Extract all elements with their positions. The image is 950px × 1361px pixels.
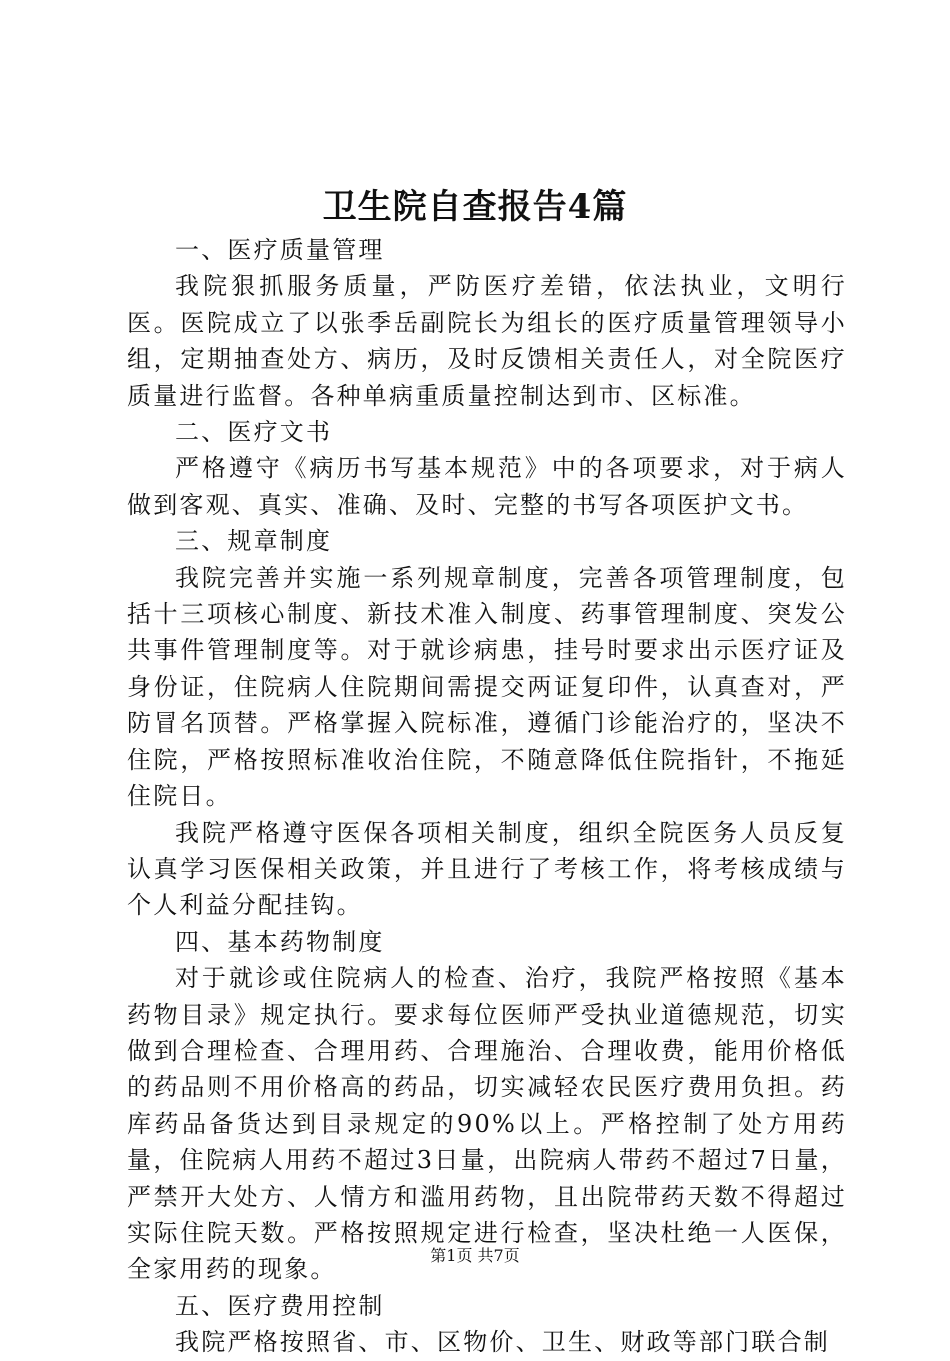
section-heading: 四、基本药物制度: [175, 927, 385, 956]
body-paragraph: 严格遵守《病历书写基本规范》中的各项要求，对于病人做到客观、真实、准确、及时、完整的书写各项医护文书。: [127, 454, 847, 519]
section-heading: 三、规章制度: [175, 527, 333, 556]
document-body: [127, 232, 847, 1361]
body-paragraph: 我院严格遵守医保各项相关制度，组织全院医务人员反复认真学习医保相关政策，并且进行了考核工作，将考核成绩与个人利益分配挂钩。: [127, 818, 847, 920]
body-paragraph: 对于就诊或住院病人的检查、治疗，我院严格按照《基本药物目录》规定执行。要求每位医师严受执业道德规范，切实做到合理检查、合理用药、合理施治、合理收费，能用价格低的药品则不用价格高的药品，切实减轻农民医疗费用负担。药库药品备货达到目录规定的90%以上。严格控制了处方用药量，住院病人用药不超过3日量，出院病人带药不超过7日量，严禁开大处方、人情方和滥用药物，且出院带药天数不得超过实际住院天数。严格按照规定进行检查，坚决杜绝一人医保，全家用药的现象。: [127, 964, 847, 1284]
section-heading: 一、医疗质量管理: [175, 236, 385, 264]
section-heading: 二、医疗文书: [175, 418, 333, 447]
section-heading: 五、医疗费用控制: [175, 1291, 385, 1320]
body-paragraph: 我院完善并实施一系列规章制度，完善各项管理制度，包括十三项核心制度、新技术准入制度、药事管理制度、突发公共事件管理制度等。对于就诊病患，挂号时要求出示医疗证及身份证，住院病人住院期间需提交两证复印件，认真查对，严防冒名顶替。严格掌握入院标准，遵循门诊能治疗的，坚决不住院，严格按照标准收治住院，不随意降低住院指针，不拖延住院日。: [127, 563, 847, 811]
page-number-footer: 第1页 共7页: [430, 1246, 520, 1265]
body-paragraph: 我院狠抓服务质量，严防医疗差错，依法执业，文明行医。医院成立了以张季岳副院长为组长的医疗质量管理领导小组，定期抽查处方、病历，及时反馈相关责任人，对全院医疗质量进行监督。各种单病重质量控制达到市、区标准。: [127, 272, 847, 410]
body-paragraph: 我院严格按照省、市、区物价、卫生、财政等部门联合制: [175, 1328, 830, 1357]
document-title: 卫生院自查报告4篇: [322, 187, 628, 227]
